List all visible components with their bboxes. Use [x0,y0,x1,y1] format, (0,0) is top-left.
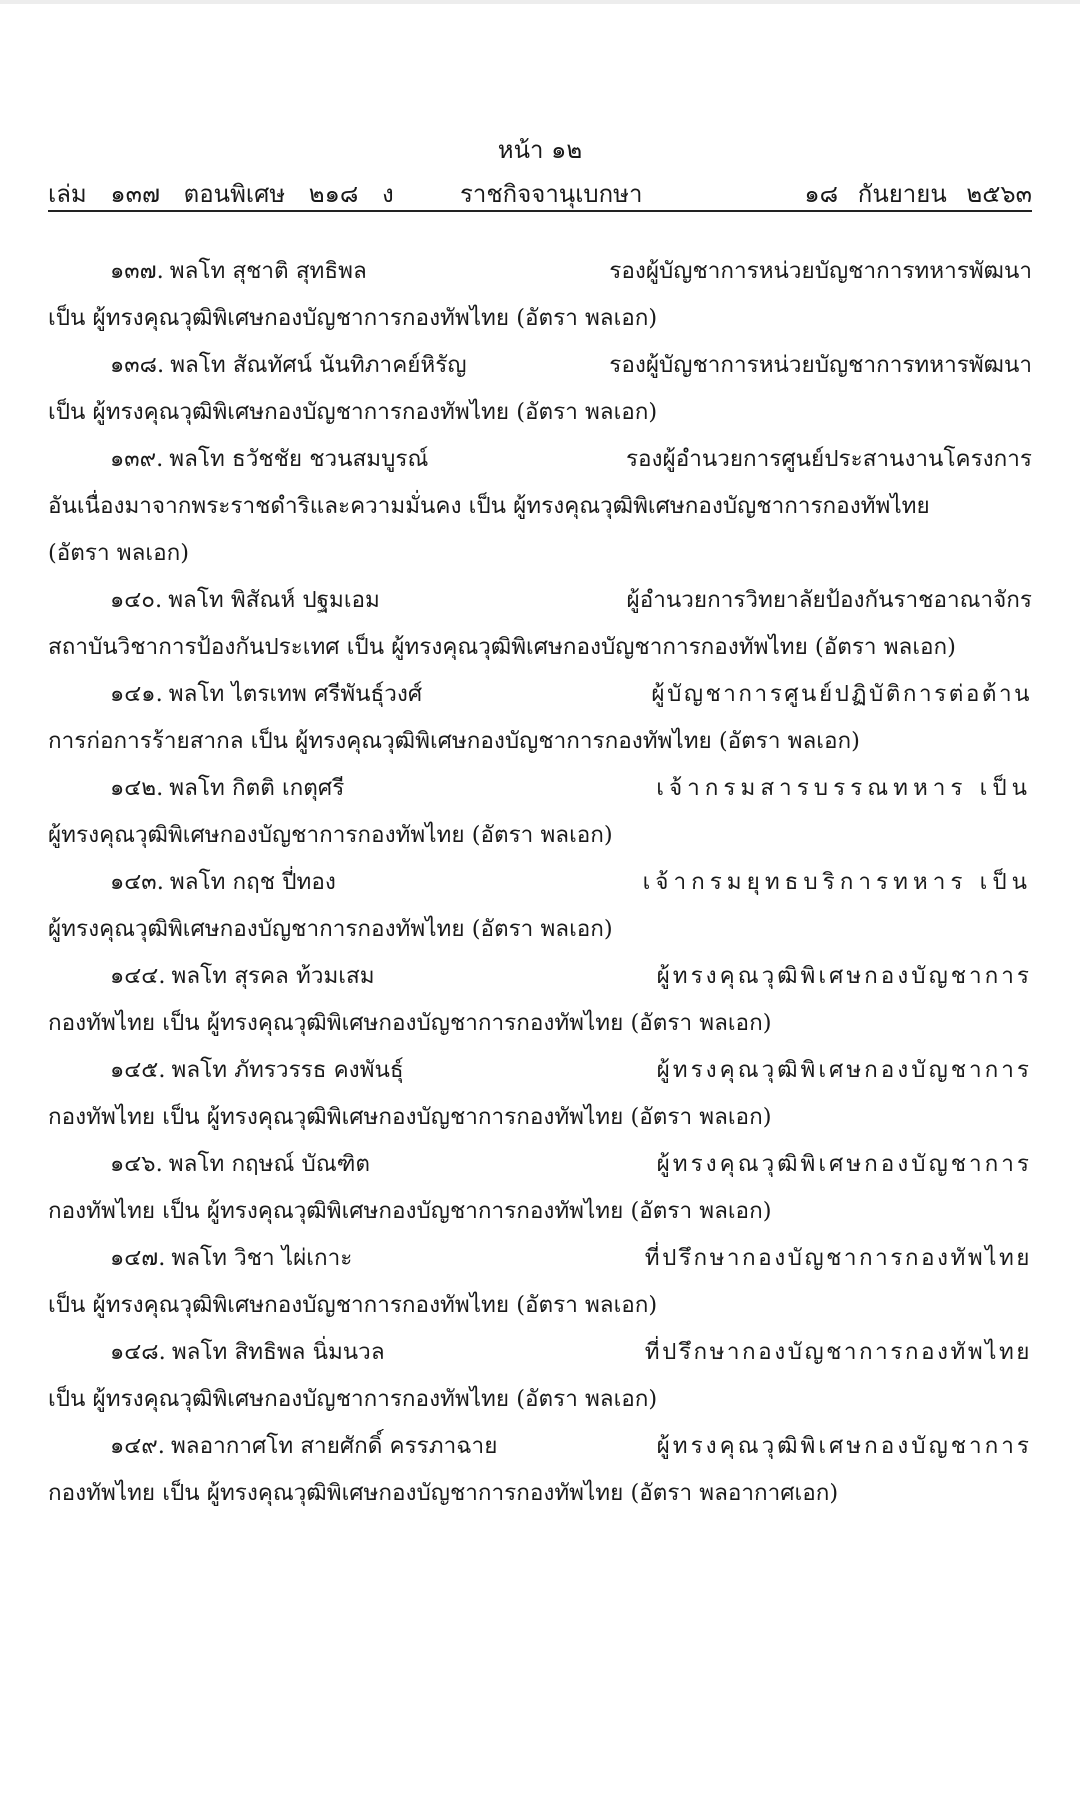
entry-number-and-name [110,1329,385,1376]
person-name: พลโท สิทธิพล นิ่มนวล [171,1339,385,1365]
person-name: พลโท สัณทัศน์ นันทิภาคย์หิรัญ [170,352,467,378]
entry-number-and-name [110,765,344,812]
current-position: รองผู้บัญชาการหน่วยบัญชาการทหารพัฒนา [609,258,1032,284]
person-name: พลอากาศโท สายศักดิ์ ครรภาฉาย [170,1433,498,1459]
appointment-entry [48,1329,1032,1423]
entry-number: ๑๓๗. [110,258,164,284]
person-name: พลโท สุชาติ สุทธิพล [169,258,367,284]
current-position: ที่ปรึกษากองบัญชาการกองทัพไทย [644,1245,1032,1271]
person-name: พลโท กิตติ เกตุศรี [169,775,345,801]
top-edge-strip [0,0,1080,4]
entry-continuation-line: อันเนื่องมาจากพระราชดำริและความมั่นคง เป็น ผู้ทรงคุณวุฒิพิเศษกองบัญชาการกองทัพไทย [48,493,930,519]
current-position: ผู้อำนวยการวิทยาลัยป้องกันราชอาณาจักร [626,587,1032,613]
current-position: เจ้ากรมยุทธบริการทหาร เป็น [642,869,1032,895]
entry-number: ๑๔๗. [110,1245,166,1271]
entry-number-and-name [110,342,467,389]
appointment-list [48,248,1032,1517]
page-number: หน้า ๑๒ [497,136,583,164]
entry-continuation-line: ผู้ทรงคุณวุฒิพิเศษกองบัญชาการกองทัพไทย (อัตรา พลเอก) [48,822,613,848]
entry-number-and-name [110,1235,352,1282]
entry-first-line [48,577,1032,624]
running-header [48,174,1032,210]
appointment-entry [48,342,1032,436]
entry-continuation-line: การก่อการร้ายสากล เป็น ผู้ทรงคุณวุฒิพิเศษกองบัญชาการกองทัพไทย (อัตรา พลเอก) [48,728,860,754]
current-position: ผู้ทรงคุณวุฒิพิเศษกองบัญชาการ [656,1433,1032,1459]
entry-first-line [48,248,1032,295]
current-position: ที่ปรึกษากองบัญชาการกองทัพไทย [644,1339,1032,1365]
person-name: พลโท พิสัณห์ ปฐมเอม [168,587,380,613]
person-name: พลโท กฤษณ์ บัณฑิต [168,1151,370,1177]
entry-number-and-name [110,577,380,624]
entry-continuation-line: กองทัพไทย เป็น ผู้ทรงคุณวุฒิพิเศษกองบัญชาการกองทัพไทย (อัตรา พลเอก) [48,1198,772,1224]
person-name: พลโท ภัทรวรรธ คงพันธุ์ [171,1057,404,1083]
appointment-entry [48,1141,1032,1235]
entry-number-and-name [110,436,428,483]
entry-continuation-line: ผู้ทรงคุณวุฒิพิเศษกองบัญชาการกองทัพไทย (อัตรา พลเอก) [48,916,613,942]
person-name: พลโท วิชา ไผ่เกาะ [171,1245,353,1271]
entry-continuation-line: เป็น ผู้ทรงคุณวุฒิพิเศษกองบัญชาการกองทัพไทย (อัตรา พลเอก) [48,1292,658,1318]
current-position: รองผู้อำนวยการศูนย์ประสานงานโครงการ [625,446,1032,472]
current-position: ผู้ทรงคุณวุฒิพิเศษกองบัญชาการ [656,963,1032,989]
entry-number-and-name [110,248,367,295]
current-position: รองผู้บัญชาการหน่วยบัญชาการทหารพัฒนา [609,352,1032,378]
entry-number-and-name [110,859,336,906]
entry-number: ๑๔๒. [110,775,164,801]
entry-first-line [48,342,1032,389]
entry-number: ๑๔๓. [110,869,164,895]
publication-name: ราชกิจจานุเบกษา [460,180,643,208]
entry-first-line [48,953,1032,1000]
header-rule [48,210,1032,212]
appointment-entry [48,248,1032,342]
appointment-entry [48,671,1032,765]
current-position: เจ้ากรมสารบรรณทหาร เป็น [656,775,1032,801]
entry-first-line [48,1329,1032,1376]
person-name: พลโท สุรคล ท้วมเสม [171,963,375,989]
entry-number: ๑๔๙. [110,1433,165,1459]
entry-number-and-name [110,1423,497,1470]
entry-first-line [48,859,1032,906]
person-name: พลโท กฤช ปี่ทอง [169,869,336,895]
entry-first-line [48,1423,1032,1470]
appointment-entry [48,953,1032,1047]
entry-number: ๑๔๕. [110,1057,166,1083]
entry-first-line [48,671,1032,718]
entry-continuation-line: เป็น ผู้ทรงคุณวุฒิพิเศษกองบัญชาการกองทัพไทย (อัตรา พลเอก) [48,399,658,425]
entry-number-and-name [110,671,422,718]
entry-continuation-line: กองทัพไทย เป็น ผู้ทรงคุณวุฒิพิเศษกองบัญชาการกองทัพไทย (อัตรา พลอากาศเอก) [48,1480,839,1506]
person-name: พลโท ธวัชชัย ชวนสมบูรณ์ [169,446,429,472]
appointment-entry [48,436,1032,577]
entry-number-and-name [110,953,375,1000]
current-position: ผู้ทรงคุณวุฒิพิเศษกองบัญชาการ [656,1151,1032,1177]
entry-number: ๑๓๙. [110,446,164,472]
entry-first-line [48,765,1032,812]
appointment-entry [48,1423,1032,1517]
appointment-entry [48,1047,1032,1141]
entry-continuation-line: (อัตรา พลเอก) [48,540,189,566]
appointment-entry [48,577,1032,671]
volume-issue: เล่ม ๑๓๗ ตอนพิเศษ ๒๑๘ ง [48,180,394,208]
entry-first-line [48,436,1032,483]
entry-number: ๑๔๖. [110,1151,163,1177]
current-position: ผู้บัญชาการศูนย์ปฏิบัติการต่อต้าน [651,681,1032,707]
person-name: พลโท ไตรเทพ ศรีพันธุ์วงศ์ [168,681,423,707]
entry-number-and-name [110,1141,370,1188]
appointment-entry [48,765,1032,859]
entry-number-and-name [110,1047,404,1094]
current-position: ผู้ทรงคุณวุฒิพิเศษกองบัญชาการ [656,1057,1032,1083]
entry-continuation-line: เป็น ผู้ทรงคุณวุฒิพิเศษกองบัญชาการกองทัพไทย (อัตรา พลเอก) [48,1386,658,1412]
entry-continuation-line: กองทัพไทย เป็น ผู้ทรงคุณวุฒิพิเศษกองบัญชาการกองทัพไทย (อัตรา พลเอก) [48,1010,772,1036]
entry-number: ๑๔๐. [110,587,163,613]
entry-number: ๑๔๑. [110,681,163,707]
entry-number: ๑๔๘. [110,1339,166,1365]
publication-date: ๑๘ กันยายน ๒๕๖๓ [804,180,1032,208]
entry-continuation-line: กองทัพไทย เป็น ผู้ทรงคุณวุฒิพิเศษกองบัญชาการกองทัพไทย (อัตรา พลเอก) [48,1104,772,1130]
entry-first-line [48,1047,1032,1094]
entry-number: ๑๔๔. [110,963,166,989]
entry-continuation-line: เป็น ผู้ทรงคุณวุฒิพิเศษกองบัญชาการกองทัพไทย (อัตรา พลเอก) [48,305,658,331]
appointment-entry [48,1235,1032,1329]
entry-continuation-line: สถาบันวิชาการป้องกันประเทศ เป็น ผู้ทรงคุณวุฒิพิเศษกองบัญชาการกองทัพไทย (อัตรา พลเอก) [48,634,956,660]
entry-first-line [48,1141,1032,1188]
appointment-entry [48,859,1032,953]
entry-number: ๑๓๘. [110,352,165,378]
entry-first-line [48,1235,1032,1282]
